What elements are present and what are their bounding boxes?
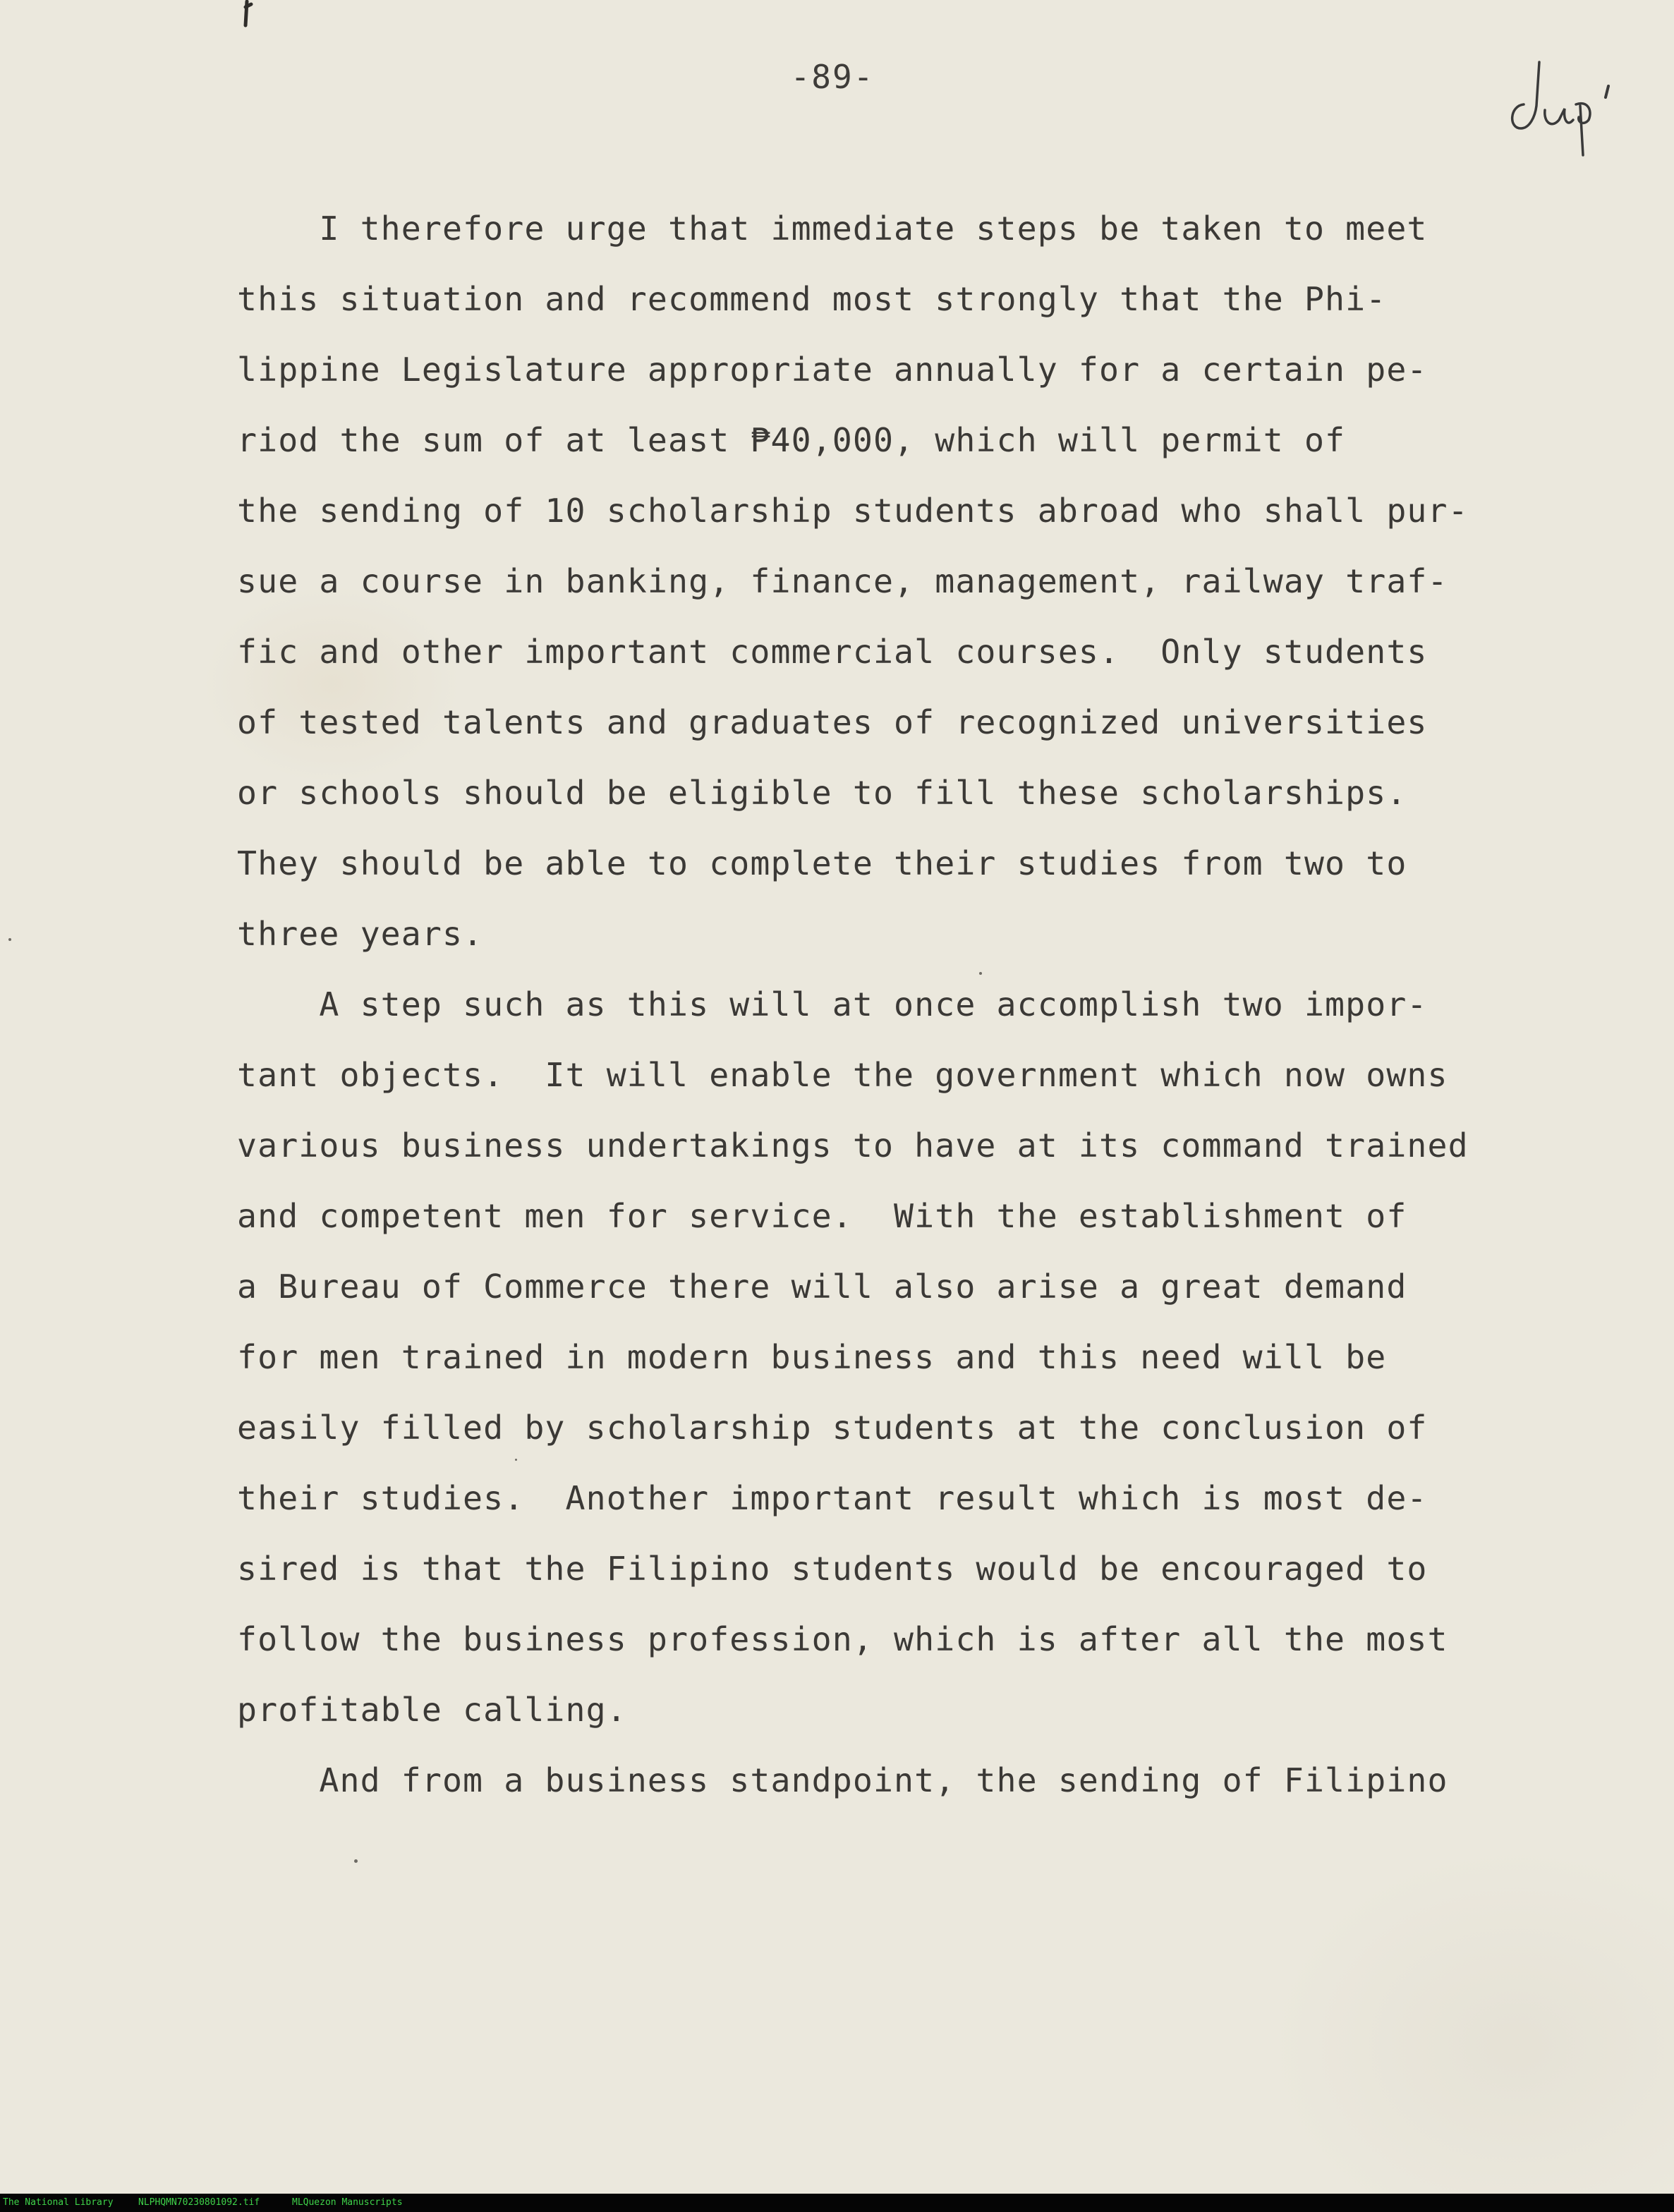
paper-speck: [515, 1459, 517, 1461]
text-line: sired is that the Filipino students would be encouraged to: [237, 1550, 1428, 1588]
scan-footer-bar: [0, 2194, 1674, 2212]
text-line: fic and other important commercial courses. Only students: [237, 633, 1428, 671]
text-line: various business undertakings to have at its command trained: [237, 1126, 1469, 1165]
text-line: sue a course in banking, finance, management, railway traf-: [237, 562, 1448, 600]
paper-speck: [354, 1859, 358, 1863]
footer-collection: MLQuezon Manuscripts: [292, 2197, 403, 2208]
text-line: of tested talents and graduates of recognized universities: [237, 703, 1428, 741]
text-line: easily filled by scholarship students at the conclusion of: [237, 1409, 1428, 1447]
text-line: this situation and recommend most strongly that the Phi-: [237, 280, 1387, 318]
paper-speck: [8, 938, 11, 941]
handwritten-annotation: [1503, 49, 1630, 162]
text-line: the sending of 10 scholarship students abroad who shall pur-: [237, 492, 1469, 530]
text-line: follow the business profession, which is after all the most: [237, 1620, 1448, 1658]
text-line: for men trained in modern business and this need will be: [237, 1338, 1387, 1376]
text-line: their studies. Another important result which is most de-: [237, 1479, 1428, 1517]
text-line: profitable calling.: [237, 1691, 627, 1729]
corner-ink-mark: [238, 0, 260, 35]
text-line: a Bureau of Commerce there will also arise a great demand: [237, 1268, 1407, 1306]
text-line: I therefore urge that immediate steps be taken to meet: [237, 209, 1428, 248]
text-line: or schools should be eligible to fill these scholarships.: [237, 774, 1407, 812]
footer-filename: NLPHQMN70230801092.tif: [138, 2197, 260, 2208]
text-line: and competent men for service. With the establishment of: [237, 1197, 1407, 1235]
text-line: And from a business standpoint, the sending of Filipino: [237, 1761, 1448, 1799]
text-line: three years.: [237, 915, 484, 953]
text-line: They should be able to complete their studies from two to: [237, 844, 1407, 882]
handwritten-dup-mark: [1503, 49, 1630, 162]
text-line: A step such as this will at once accomplish two impor-: [237, 985, 1428, 1023]
text-line: riod the sum of at least ₱40,000, which will permit of: [237, 421, 1346, 459]
footer-library: The National Library: [3, 2197, 114, 2208]
text-line: tant objects. It will enable the government which now owns: [237, 1056, 1448, 1094]
text-line: lippine Legislature appropriate annually for a certain pe-: [237, 351, 1428, 389]
paper-speck: [979, 972, 982, 975]
page-number: -89-: [790, 58, 875, 96]
